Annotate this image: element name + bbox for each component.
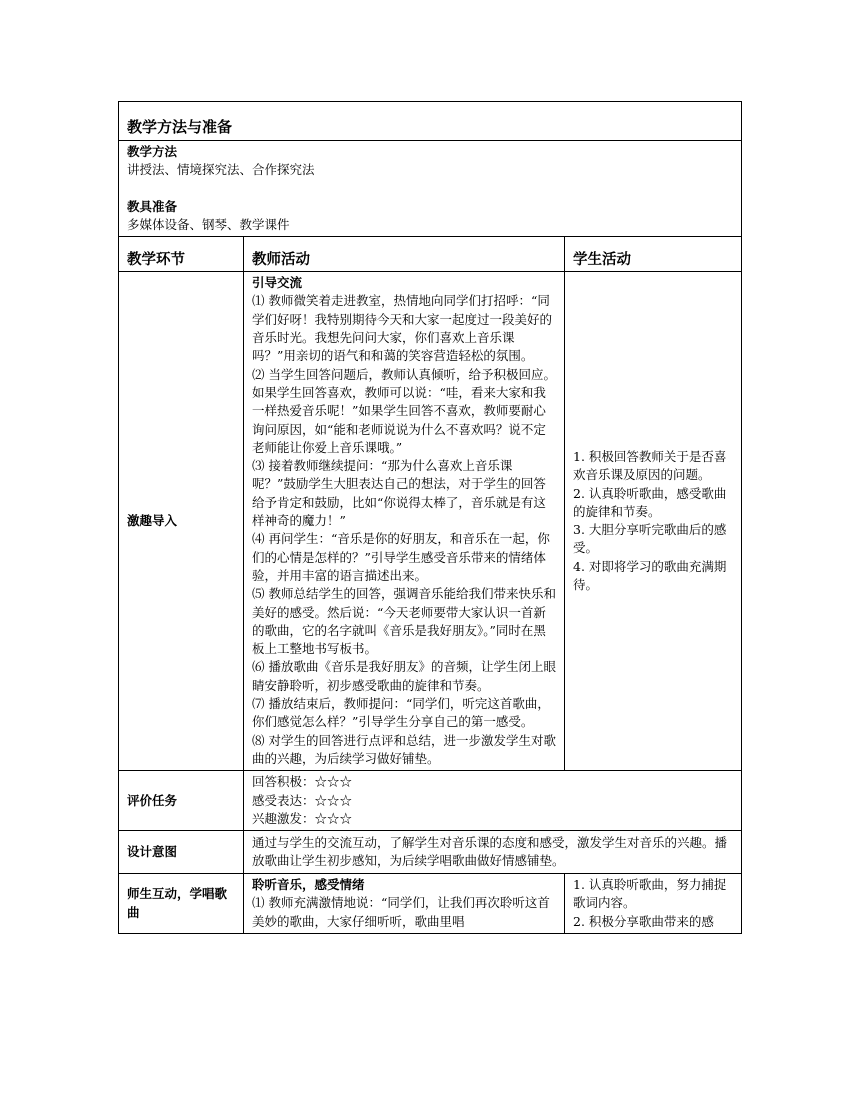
intent-stage-label: 设计意图 [119,831,244,874]
tools-text: 多媒体设备、钢琴、教学课件 [127,216,290,232]
column-header-student: 学生活动 [565,237,742,272]
intro-teacher-item: ⑷ 再问学生：“音乐是你的好朋友，和音乐在一起，你们的心情是怎样的？”引导学生感受音乐带来的情绪体验，并用丰富的语言描述出来。 [252,531,550,583]
section-title-row [119,102,742,141]
column-header-teacher: 教师活动 [244,237,565,272]
intent-row [119,831,742,874]
intro-teacher-item: ⑶ 接着教师继续提问：“那为什么喜欢上音乐课呢？”鼓励学生大胆表达自己的想法，对于学生的回答给予肯定和鼓励，比如“你说得太棒了，音乐就是有这样神奇的魔力！” [252,458,546,529]
intro-teacher-item: ⑸ 教师总结学生的回答，强调音乐能给我们带来快乐和美好的感受。然后说：“今天老师要带大家认识一首新的歌曲，它的名字就叫《音乐是我好朋友》。”同时在黑板上工整地书写板书。 [252,586,556,657]
column-header-stage: 教学环节 [119,237,244,272]
interact-row [119,874,742,934]
method-text: 讲授法、情境探究法、合作探究法 [127,162,315,178]
intro-teacher-item: ⑵ 当学生回答问题后，教师认真倾听，给予积极回应。如果学生回答喜欢，教师可以说：“哇，看来大家和我一样热爱音乐呢！”如果学生回答不喜欢，教师要耐心询问原因，如“能和老师说说为什么不喜欢吗？说不定老师能让你爱上音乐课哦。” [252,366,556,455]
column-header-row [119,237,742,272]
lesson-plan-table [118,101,742,934]
intent-text: 通过与学生的交流互动，了解学生对音乐课的态度和感受，激发学生对音乐的兴趣。播放歌曲让学生初步感知，为后续学唱歌曲做好情感铺垫。 [244,831,742,874]
intro-teacher-item: ⑺ 播放结束后，教师提问：“同学们，听完这首歌曲，你们感觉怎么样？”引导学生分享自己的第一感受。 [252,696,550,730]
section-title: 教学方法与准备 [119,102,742,141]
interact-student-item: 2. 积极分享歌曲带来的感 [573,913,714,929]
intro-student-item: 4. 对即将学习的歌曲充满期待。 [573,558,727,593]
intro-student-item: 3. 大胆分享听完歌曲后的感受。 [573,522,727,556]
intro-teacher-cell [244,272,565,771]
evaluation-stage-label: 评价任务 [119,771,244,831]
interact-teacher-title: 聆听音乐，感受情绪 [252,877,365,893]
evaluation-item: 兴趣激发：☆☆☆ [252,810,353,826]
intro-student-item: 2. 认真聆听歌曲，感受歌曲的旋律和节奏。 [573,485,727,519]
intro-student-cell [565,272,742,771]
intro-teacher-title: 引导交流 [252,275,303,291]
interact-student-cell [565,874,742,934]
method-label: 教学方法 [127,144,178,159]
intro-teacher-item: ⑻ 对学生的回答进行点评和总结，进一步激发学生对歌曲的兴趣，为后续学习做好铺垫。 [252,732,556,766]
intro-stage-label: 激趣导入 [119,272,244,771]
evaluation-cell [244,771,742,831]
evaluation-row [119,771,742,831]
method-row [119,141,742,237]
evaluation-item: 感受表达：☆☆☆ [252,792,353,808]
lesson-plan-document [118,101,741,934]
intro-student-item: 1. 积极回答教师关于是否喜欢音乐课及原因的问题。 [573,449,727,483]
evaluation-item: 回答积极：☆☆☆ [252,774,353,790]
tools-label: 教具准备 [127,198,178,214]
interact-student-item: 1. 认真聆听歌曲，努力捕捉歌词内容。 [573,877,727,911]
intro-row [119,272,742,771]
interact-stage-label: 师生互动，学唱歌曲 [119,874,244,934]
intro-teacher-item: ⑴ 教师微笑着走进教室，热情地向同学们打招呼：“同学们好呀！我特别期待今天和大家一起度过一段美好的音乐时光。我想先问问大家，你们喜欢上音乐课吗？”用亲切的语气和和蔼的笑容营造轻松的氛围。 [252,293,553,364]
interact-teacher-item: ⑴ 教师充满激情地说：“同学们，让我们再次聆听这首美妙的歌曲，大家仔细听听，歌曲里唱 [252,895,550,929]
interact-teacher-cell [244,874,565,934]
intro-teacher-item: ⑹ 播放歌曲《音乐是我好朋友》的音频，让学生闭上眼睛安静聆听，初步感受歌曲的旋律和节奏。 [252,659,556,693]
